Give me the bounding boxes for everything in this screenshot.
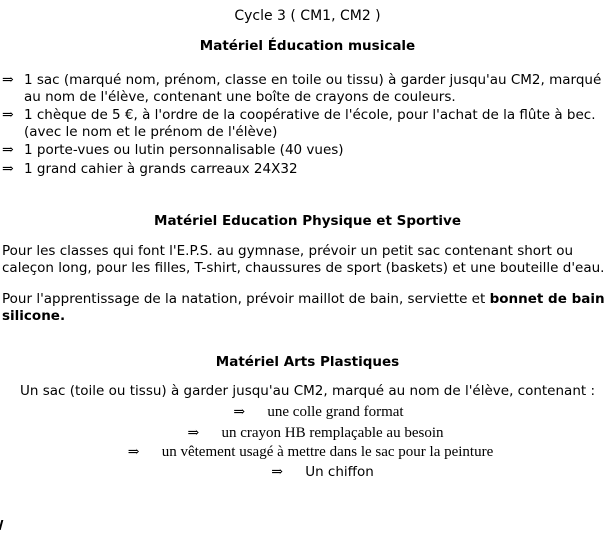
page-title: Cycle 3 ( CM1, CM2 ) (234, 8, 381, 24)
eps-heading: Matériel Education Physique et Sportive (154, 213, 461, 229)
list-item-text: 1 chèque de 5 €, à l'ordre de la coopérative de l'école, pour l'achat de la flûte à bec. (avec le nom et le prénom de l'élève) (24, 107, 596, 140)
arrow-icon: ⇒ (2, 72, 14, 88)
music-list (0, 72, 612, 179)
list-item-text: une colle grand format (267, 404, 404, 420)
list-item (0, 464, 615, 481)
swimming-text-end: . (59, 307, 66, 324)
arrow-icon: ⇒ (2, 142, 14, 158)
list-item-text: un crayon HB remplaçable au besoin (221, 425, 444, 441)
list-item (0, 142, 612, 159)
list-item (0, 107, 612, 140)
eps-paragraph-swimming (2, 291, 610, 324)
eps-paragraph-gym: Pour les classes qui font l'E.P.S. au gymnase, prévoir un petit sac contenant short ou caleçon long, pour les filles, T-shirt, chaussures de sport (baskets) et une bouteille d'eau. (2, 243, 605, 276)
list-item (0, 425, 615, 442)
list-item-text: 1 grand cahier à grands carreaux 24X32 (24, 160, 298, 177)
swimming-text-start: Pour l'apprentissage de la natation, prévoir maillot de bain, serviette et (2, 291, 490, 307)
list-item-text: Un chiffon (305, 464, 374, 480)
list-item-text: 1 sac (marqué nom, prénom, classe en toile ou tissu) à garder jusqu'au CM2, marqué au nom de l'élève, contenant une boîte de crayons de couleurs. (24, 72, 602, 105)
arrow-icon: ⇒ (127, 444, 140, 460)
list-item (0, 404, 615, 421)
list-item-text: un vêtement usagé à mettre dans le sac pour la peinture (161, 444, 494, 460)
arrow-icon: ⇒ (187, 425, 200, 441)
arts-intro: Un sac (toile ou tissu) à garder jusqu'au CM2, marqué au nom de l'élève, contenant : (19, 383, 596, 399)
arts-heading: Matériel Arts Plastiques (215, 354, 400, 370)
music-heading: Matériel Éducation musicale (199, 38, 416, 54)
list-item-text: 1 porte-vues ou lutin personnalisable (40 vues) (24, 142, 344, 158)
swimming-text-bold: bonnet de bain silicone (2, 291, 605, 324)
arrow-icon: ⇒ (233, 404, 246, 420)
arrow-icon: ⇒ (2, 107, 14, 123)
list-item (0, 72, 612, 105)
scan-mark (0, 520, 3, 530)
list-item (0, 161, 612, 178)
arrow-icon: ⇒ (271, 464, 283, 480)
list-item (0, 444, 615, 461)
arrow-icon: ⇒ (2, 160, 14, 177)
